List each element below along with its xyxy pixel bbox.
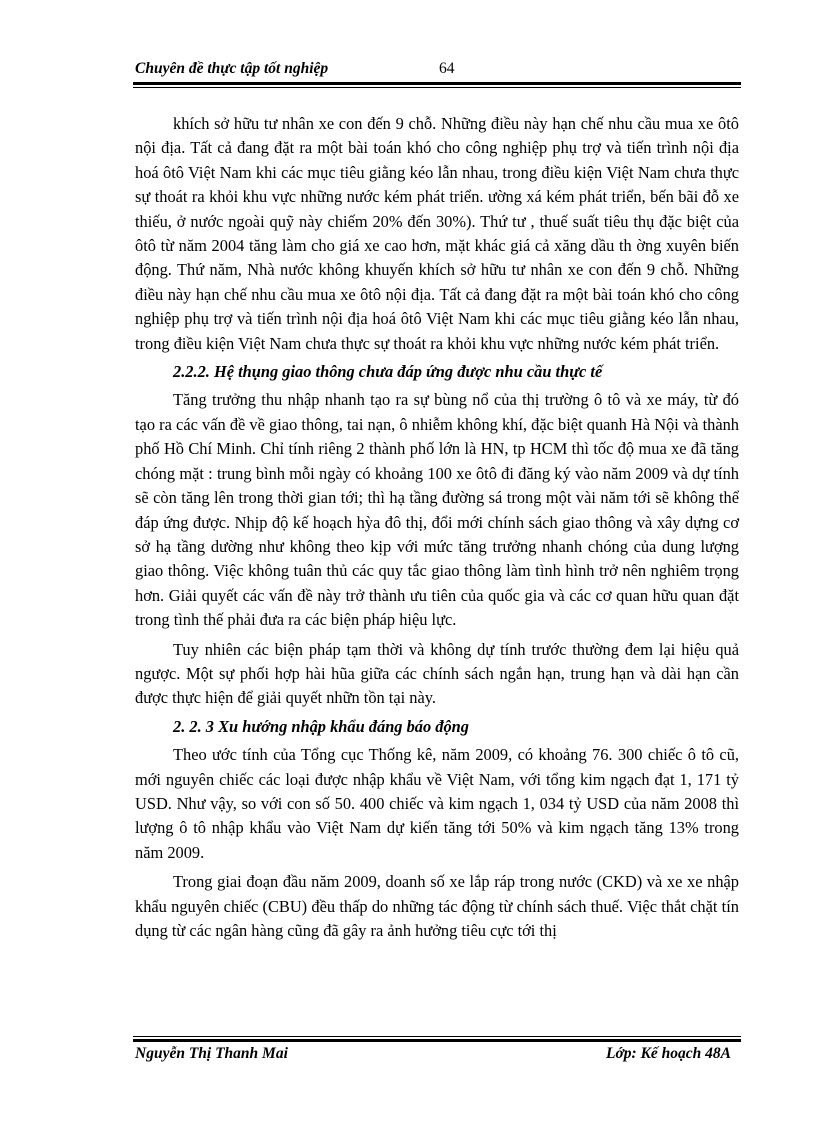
paragraph-1: khích sở hữu tư nhân xe con đến 9 chỗ. Những điều này hạn chế nhu cầu mua xe ôtô nội địa. Tất cả đang đặt ra một bài toán khó cho công nghiệp phụ trợ và tiến trình nội địa hoá ôtô Việt Nam khi các mục tiêu giằng kéo lẫn nhau, trong điều kiện Việt Nam chưa thực sự thoát ra khỏi khu vực những nước kém phát triển. ường xá kém phát triển, bến bãi đỗ xe thiếu, ở nước ngoài quỹ này chiếm 20% đến 30%). Thứ tư , thuế suất tiêu thụ đặc biệt của ôtô từ năm 2004 tăng làm cho giá xe cao hơn, mặt khác giá cả xăng dầu th ờng xuyên biến động. Thứ năm, Nhà nước không khuyến khích sở hữu tư nhân xe con đến 9 chỗ. Những điều này hạn chế nhu cầu mua xe ôtô nội địa. Tất cả đang đặt ra một bài toán khó cho công nghiệp phụ trợ và tiến trình nội địa hoá ôtô Việt Nam khi các mục tiêu giằng kéo lẫn nhau, trong điều kiện Việt Nam chưa thực sự thoát ra khỏi khu vực những nước kém phát triển. [135, 114, 739, 353]
page-number: 64 [439, 60, 455, 77]
section-heading-2-2-3: 2. 2. 3 Xu hướng nhập khẩu đáng báo động [173, 716, 469, 736]
paragraph-2: Tăng trưởng thu nhập nhanh tạo ra sự bùng nổ của thị trường ô tô và xe máy, từ đó tạo ra các vấn đề về giao thông, tai nạn, ô nhiễm không khí, đặc biệt quanh Hà Nội và thành phố Hồ Chí Minh. Chỉ tính riêng 2 thành phố lớn là HN, tp HCM thì tốc độ mua xe đã tăng chóng mặt : trung bình mỗi ngày có khoảng 100 xe ôtô đi đăng ký vào năm 2009 và dự tính sẽ còn tăng lên trong thời gian tới; thì hạ tầng đường sá trong một vài năm tới sẽ không thể đáp ứng được. Nhịp độ kế hoạch hỳa đô thị, đổi mới chính sách giao thông và xây dựng cơ sở hạ tầng dường như không theo kịp với mức tăng trưởng nhanh chóng của dung lượng giao thông. Việc không tuân thủ các quy tắc giao thông làm tình hình trở nên nghiêm trọng hơn. Giải quyết các vấn đề này trở thành ưu tiên của quốc gia và các cơ quan hữu quan đặt trong tình thế phải đưa ra các biện pháp hiệu lực. [135, 390, 739, 630]
header-rule-thick [133, 82, 741, 85]
page-header [133, 58, 741, 82]
header-rule-thin [133, 87, 741, 88]
footer-rule-thick [133, 1039, 741, 1042]
paragraph-4: Theo ước tính của Tổng cục Thống kê, năm 2009, có khoảng 76. 300 chiếc ô tô cũ, mới nguyên chiếc các loại được nhập khẩu về Việt Nam, với tổng kim ngạch đạt 1, 171 tỷ USD. Như vậy, so với con số 50. 400 chiếc và kim ngạch 1, 034 tỷ USD của năm 2008 thì lượng ô tô nhập khẩu vào Việt Nam dự kiến tăng tới 50% và kim ngạch tăng 13% trong năm 2009. [135, 745, 739, 862]
footer-rule-thin [133, 1036, 741, 1037]
section-heading-2-2-2: 2.2.2. Hệ thụng giao thông chưa đáp ứng được nhu cầu thực tế [173, 362, 603, 382]
class-label: Lớp: Kế hoạch 48A [606, 1045, 731, 1062]
paragraph-5: Trong giai đoạn đầu năm 2009, doanh số xe lắp ráp trong nước (CKD) và xe xe nhập khẩu nguyên chiếc (CBU) đều thấp do những tác động từ chính sách thuế. Việc thắt chặt tín dụng từ các ngân hàng cũng đã gây ra ảnh hưởng tiêu cực tới thị [135, 872, 739, 940]
author-name: Nguyễn Thị Thanh Mai [135, 1045, 288, 1062]
paragraph-3: Tuy nhiên các biện pháp tạm thời và không dự tính trước thường đem lại hiệu quả ngược. Một sự phối hợp hài hũa giữa các chính sách ngắn hạn, trung hạn và dài hạn cần được thực hiện để giải quyết nhữn tồn tại này. [135, 639, 739, 708]
page-footer [133, 1045, 741, 1069]
document-title: Chuyên đề thực tập tốt nghiệp [135, 60, 329, 77]
document-body [135, 112, 739, 943]
